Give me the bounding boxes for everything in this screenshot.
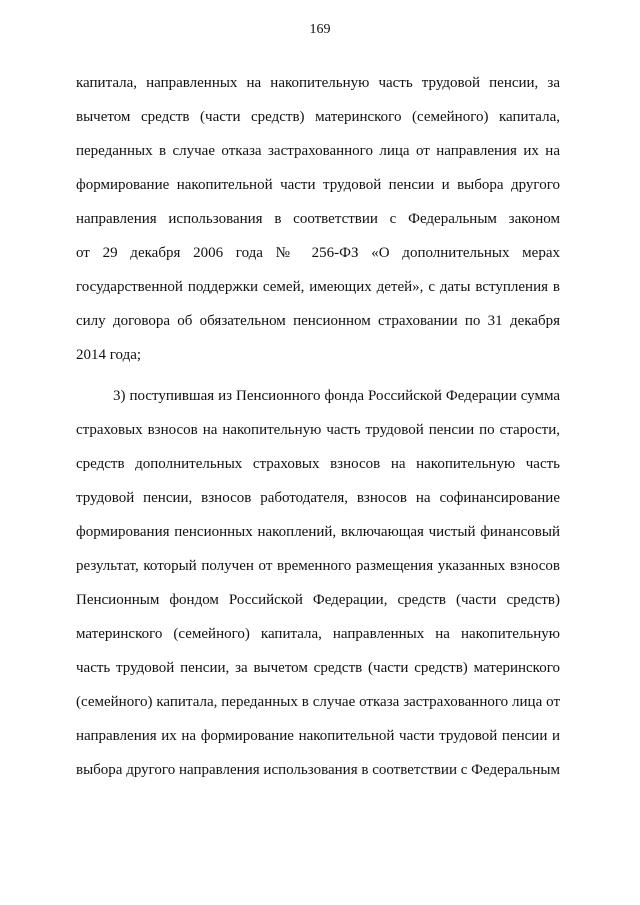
text-line: направления использования в соответствии с Федеральным законом — [76, 211, 560, 227]
page-number: 169 — [309, 22, 331, 37]
text-line: формирования пенсионных накоплений, включающая чистый финансовый — [76, 524, 560, 540]
text-line: силу договора об обязательном пенсионном страховании по 31 декабря — [76, 313, 560, 329]
text-line: капитала, направленных на накопительную часть трудовой пенсии, за — [76, 75, 560, 91]
text-line: вычетом средств (части средств) материнского (семейного) капитала, — [76, 109, 560, 125]
text-line: государственной поддержки семей, имеющих детей», с даты вступления в — [76, 279, 560, 295]
text-line: (семейного) капитала, переданных в случае отказа застрахованного лица от — [76, 694, 560, 710]
text-line: выбора другого направления использования в соответствии с Федеральным — [76, 762, 560, 778]
text-line: материнского (семейного) капитала, направленных на накопительную — [76, 626, 560, 642]
text-line: трудовой пенсии, взносов работодателя, взносов на софинансирование — [76, 490, 560, 506]
text-line: часть трудовой пенсии, за вычетом средств (части средств) материнского — [76, 660, 560, 676]
text-line: результат, который получен от временного размещения указанных взносов — [76, 558, 560, 574]
text-line: страховых взносов на накопительную часть трудовой пенсии по старости, — [76, 422, 560, 438]
text-line: переданных в случае отказа застрахованного лица от направления их на — [76, 143, 560, 159]
paragraph-item-3 — [76, 379, 560, 787]
text-line: Пенсионным фондом Российской Федерации, средств (части средств) — [76, 592, 560, 608]
text-line: направления их на формирование накопительной части трудовой пенсии и — [76, 728, 560, 744]
text-line: 3) поступившая из Пенсионного фонда Российской Федерации сумма — [113, 388, 560, 404]
text-line: средств дополнительных страховых взносов на накопительную часть — [76, 456, 560, 472]
paragraph-continuation — [76, 66, 560, 372]
text-line: от 29 декабря 2006 года № 256-ФЗ «О дополнительных мерах — [76, 245, 560, 261]
text-line: формирование накопительной части трудовой пенсии и выбора другого — [76, 177, 560, 193]
text-line: 2014 года; — [76, 347, 142, 363]
